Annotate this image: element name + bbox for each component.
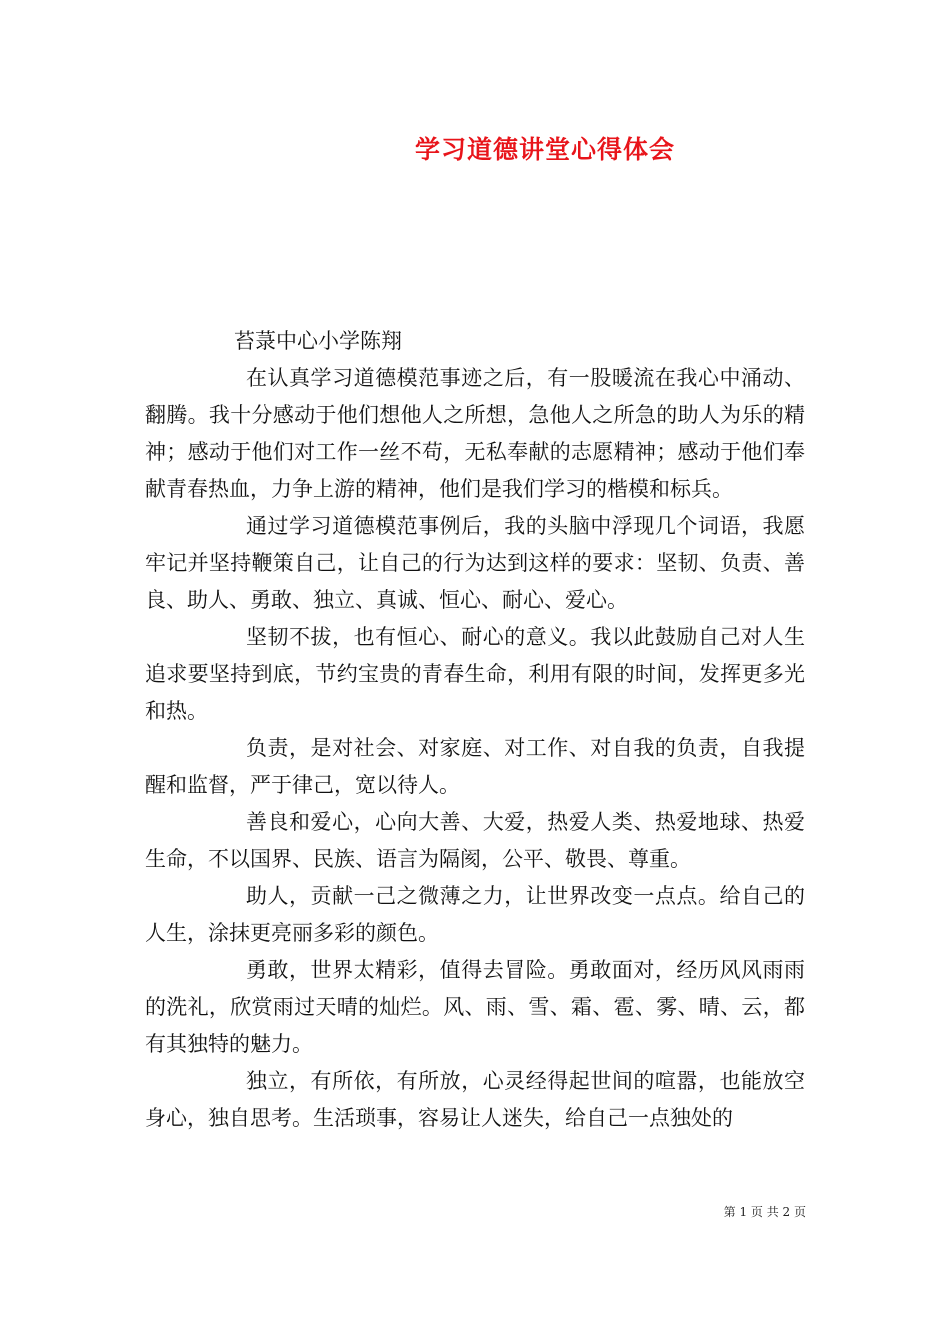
paragraph: 独立，有所依，有所放，心灵经得起世间的喧嚣，也能放空身心，独自思考。生活琐事，容易让人迷失，给自己一点独处的 (145, 1069, 805, 1130)
document-body (145, 360, 805, 1137)
paragraph: 善良和爱心，心向大善、大爱，热爱人类、热爱地球、热爱生命，不以国界、民族、语言为隔阂，公平、敬畏、尊重。 (145, 810, 805, 871)
paragraph: 助人，贡献一己之微薄之力，让世界改变一点点。给自己的人生，涂抹更亮丽多彩的颜色。 (145, 884, 805, 945)
paragraph: 通过学习道德模范事例后，我的头脑中浮现几个词语，我愿牢记并坚持鞭策自己，让自己的行为达到这样的要求：坚韧、负责、善良、助人、勇敢、独立、真诚、恒心、耐心、爱心。 (145, 514, 805, 612)
paragraph: 在认真学习道德模范事迹之后，有一股暖流在我心中涌动、翻腾。我十分感动于他们想他人之所想，急他人之所急的助人为乐的精神；感动于他们对工作一丝不苟，无私奉献的志愿精神；感动于他们奉献青春热血，力争上游的精神，他们是我们学习的楷模和标兵。 (145, 366, 805, 501)
author-line: 苔菉中心小学陈翔 (234, 329, 402, 353)
document-title: 学习道德讲堂心得体会 (415, 135, 676, 164)
paragraph: 负责，是对社会、对家庭、对工作、对自我的负责，自我提醒和监督，严于律己，宽以待人。 (145, 736, 805, 797)
page-number-footer: 第 1 页 共 2 页 (723, 1205, 806, 1219)
paragraph: 坚韧不拔，也有恒心、耐心的意义。我以此鼓励自己对人生追求要坚持到底，节约宝贵的青春生命，利用有限的时间，发挥更多光和热。 (145, 625, 805, 723)
paragraph: 勇敢，世界太精彩，值得去冒险。勇敢面对，经历风风雨雨的洗礼，欣赏雨过天晴的灿烂。风、雨、雪、霜、雹、雾、晴、云，都有其独特的魅力。 (145, 958, 805, 1056)
